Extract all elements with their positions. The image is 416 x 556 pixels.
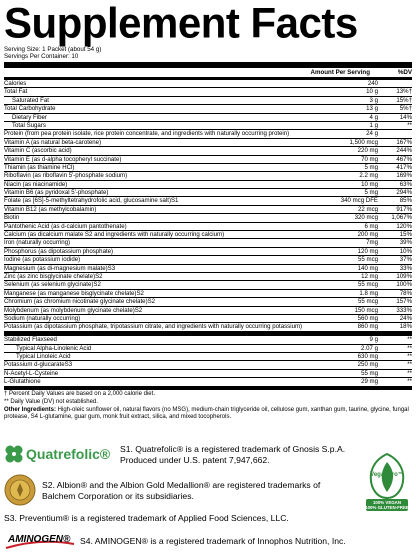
nutrient-dv: 13%†	[396, 88, 412, 96]
trademark-s4: S4. AMINOGEN® is a registered trademark of Innophos Nutrition, Inc.	[80, 536, 346, 546]
nutrient-amount: 6 mg	[364, 222, 378, 230]
nutrient-row	[4, 223, 412, 231]
nutrient-amount: 120 mg	[357, 247, 378, 255]
amount-header: Amount Per Serving	[310, 69, 370, 76]
nutrient-dv: 157%	[396, 298, 412, 306]
nutrient-amount: 7mg	[366, 239, 378, 247]
nutrient-name: Typical Alpha-Linolenic Acid	[16, 344, 92, 352]
nutrient-dv: **	[407, 369, 412, 377]
albion-medallion-logo	[4, 474, 36, 506]
nutrient-dv: 294%	[396, 189, 412, 197]
nutrient-dv: **	[407, 344, 412, 352]
nutrient-name: Typical Linoleic Acid	[16, 352, 71, 360]
nutrient-name: Niacin (as niacinamide)	[4, 180, 68, 188]
nutrient-name: Vitamin C (ascorbic acid)	[4, 147, 72, 155]
nutrient-amount: 1.8 mg	[359, 289, 378, 297]
nutrient-row	[4, 265, 412, 273]
nutrient-row	[4, 147, 412, 155]
nutrient-row	[4, 345, 412, 353]
nutrient-name: Dietary Fiber	[12, 113, 47, 121]
nutrient-dv: 5%†	[399, 105, 412, 113]
nutrient-dv: 15%†	[396, 96, 412, 104]
column-header	[4, 68, 412, 77]
nutrient-dv: 85%	[399, 197, 412, 205]
other-ingredients-label: Other Ingredients:	[4, 406, 57, 413]
nutrient-name: Biotin	[4, 214, 20, 222]
nutrient-name: L-Glutathione	[4, 378, 41, 386]
nutrient-row	[4, 206, 412, 214]
nutrient-name: Zinc (as zinc bisglycinate chelate)S2	[4, 272, 103, 280]
nutrient-dv: **	[407, 121, 412, 129]
nutrient-dv: 39%	[399, 239, 412, 247]
nutrient-row	[4, 361, 412, 369]
nutrient-amount: 55 mcg	[358, 298, 378, 306]
nutrient-row	[4, 197, 412, 205]
footnote-not-established: ** Daily Value (DV) not established.	[4, 398, 98, 405]
nutrient-name: Calcium (as dicalcium malate S2 and ingredients with naturally occurring calcium)	[4, 231, 225, 239]
nutrient-row	[4, 214, 412, 222]
nutrient-amount: 630 mg	[357, 352, 378, 360]
footnote-dv: † Percent Daily Values are based on a 2,000 calorie diet.	[4, 390, 155, 397]
other-ingredients-text: High-oleic sunflower oil, natural flavors (no MSG), medium-chain triglyceride oil, cellulose gum, xanthan gum, taurine, glycine, fungal protease, S4 L-glutamine, guar gum, monk fruit extract, silica, and mixed tocopherols.	[4, 406, 409, 420]
nutrient-dv: 467%	[396, 155, 412, 163]
nutrient-dv: 63%	[399, 180, 412, 188]
nutrient-amount: 29 mg	[361, 378, 378, 386]
nutrient-dv: 37%	[399, 256, 412, 264]
nutrient-name: Molybdenum (as molybdenum glycinate chelate)S2	[4, 306, 143, 314]
nutrient-dv: 78%	[399, 289, 412, 297]
nutrient-name: Vitamin B12 (as methylcobalamin)	[4, 205, 97, 213]
nutrient-name: Protein (from pea protein isolate, rice protein concentrate, and ingredients with naturally occurring protein)	[4, 130, 290, 138]
nutrient-dv: 417%	[396, 163, 412, 171]
footer-divider	[4, 387, 412, 390]
nutrient-row	[4, 378, 412, 386]
nutrient-dv: **	[407, 336, 412, 344]
vegan-title: VeganPro™	[370, 472, 404, 478]
serving-size: Serving Size: 1 Packet (about 54 g)	[4, 46, 102, 53]
nutrient-row	[4, 231, 412, 239]
nutrient-name: Potassium d-glucarateS3	[4, 361, 73, 369]
nutrient-name: Vitamin A (as natural beta-carotene)	[4, 138, 102, 146]
nutrient-row	[4, 323, 412, 331]
nutrient-row	[4, 315, 412, 323]
nutrient-row	[4, 307, 412, 315]
trademark-s3: S3. Preventium® is a registered trademark of Applied Food Sciences, LLC.	[4, 513, 289, 523]
nutrient-dv: **	[407, 361, 412, 369]
nutrient-row	[4, 353, 412, 361]
other-ingredients	[4, 407, 412, 421]
nutrient-row	[4, 105, 412, 113]
nutrient-dv: 18%	[399, 323, 412, 331]
nutrient-name: Saturated Fat	[12, 96, 49, 104]
nutrient-dv: 24%	[399, 314, 412, 322]
nutrient-name: Chromium (as chromium nicotinate glycinate chelate)S2	[4, 298, 156, 306]
supplement-facts-panel	[4, 2, 412, 421]
clover-icon	[4, 444, 24, 464]
nutrient-name: Iodine (as potassium iodide)	[4, 256, 81, 264]
nutrient-row	[4, 189, 412, 197]
nutrient-name: Vitamin E (as d-alpha tocopheryl succinate)	[4, 155, 122, 163]
nutrient-dv: 917%	[396, 205, 412, 213]
nutrient-name: Total Fat	[4, 88, 28, 96]
nutrient-name: Potassium (as dipotassium phosphate, tripotassium citrate, and ingredients with naturally occurring potassium)	[4, 323, 303, 331]
nutrient-name: Selenium (as selenium glycinate)S2	[4, 281, 101, 289]
nutrient-name: Iron (naturally occurring)	[4, 239, 71, 247]
other-rows	[4, 336, 412, 386]
trademark-s1: S1. Quatrefolic® is a registered trademark of Gnosis S.p.A. Produced under U.S. patent 7,947,662.	[120, 444, 346, 465]
nutrient-dv: 169%	[396, 172, 412, 180]
nutrient-row	[4, 281, 412, 289]
nutrient-name: Sodium (naturally occurring)	[4, 314, 81, 322]
nutrient-row	[4, 248, 412, 256]
nutrient-row	[4, 370, 412, 378]
nutrient-name: Folate (as [6S]-5-methyltetrahydrofolic acid, glucosamine salt)S1	[4, 197, 179, 205]
nutrient-amount: 10 mg	[361, 180, 378, 188]
nutrient-amount: 2.2 mg	[359, 172, 378, 180]
quatrefolic-wordmark: Quatrefolic®	[26, 446, 111, 462]
dv-header: %DV	[397, 69, 412, 76]
nutrient-row	[4, 164, 412, 172]
nutrient-name: N-Acetyl-L-Cysteine	[4, 369, 59, 377]
nutrient-dv: 120%	[396, 222, 412, 230]
vegan-badge-line1: 100% VEGAN	[372, 500, 402, 505]
nutrient-dv: 15%	[399, 231, 412, 239]
nutrient-amount: 320 mcg	[354, 214, 378, 222]
nutrient-row	[4, 114, 412, 122]
nutrient-amount: 240	[367, 79, 378, 87]
nutrient-amount: 4 g	[369, 113, 378, 121]
nutrient-name: Stabilized Flaxseed	[4, 336, 57, 344]
aminogen-wordmark: AMINOGEN®	[8, 534, 71, 545]
nutrient-amount: 250 mg	[357, 361, 378, 369]
quatrefolic-logo	[4, 444, 111, 464]
nutrient-dv: 14%	[399, 113, 412, 121]
nutrient-dv: 33%	[399, 264, 412, 272]
nutrient-amount: 200 mg	[357, 231, 378, 239]
nutrient-row	[4, 290, 412, 298]
nutrient-row	[4, 80, 412, 88]
nutrient-name: Thiamin (as thiamine HCl)	[4, 163, 75, 171]
nutrient-dv: **	[407, 352, 412, 360]
nutrient-amount: 1,500 mcg	[349, 138, 378, 146]
nutrient-amount: 140 mg	[357, 264, 378, 272]
vegan-badge-line2: 100% GLUTEN-FREE	[365, 505, 409, 510]
nutrient-amount: 55 mcg	[358, 281, 378, 289]
nutrient-row	[4, 298, 412, 306]
nutrient-amount: 5 mg	[364, 163, 378, 171]
nutrient-dv: 244%	[396, 147, 412, 155]
nutrient-amount: 220 mg	[357, 147, 378, 155]
nutrient-amount: 12 mg	[361, 272, 378, 280]
nutrient-row	[4, 122, 412, 130]
panel-title: Supplement Facts	[4, 0, 358, 47]
nutrient-name: Pantothenic Acid (as d-calcium pantothenate)	[4, 222, 127, 230]
nutrient-row	[4, 130, 412, 138]
nutrient-row	[4, 239, 412, 247]
nutrient-amount: 1 g	[369, 121, 378, 129]
nutrient-amount: 860 mg	[357, 323, 378, 331]
nutrient-amount: 13 g	[366, 105, 378, 113]
nutrient-row	[4, 172, 412, 180]
nutrient-row	[4, 88, 412, 96]
nutrient-amount: 55 mg	[361, 369, 378, 377]
nutrient-name: Magnesium (as di-magnesium malate)S3	[4, 264, 116, 272]
nutrient-row	[4, 139, 412, 147]
nutrient-dv: **	[407, 378, 412, 386]
nutrient-name: Total Sugars	[12, 121, 46, 129]
trademark-s2: S2. Albion® and the Albion Gold Medallion® are registered trademarks of Balchem Corporation or its subsidiaries.	[42, 480, 321, 501]
nutrient-row	[4, 336, 412, 344]
nutrient-row	[4, 273, 412, 281]
nutrient-name: Riboflavin (as riboflavin 5'-phosphate sodium)	[4, 172, 128, 180]
nutrient-name: Manganese (as manganese bisglycinate chelate)S2	[4, 289, 144, 297]
nutrient-name: Vitamin B6 (as pyridoxal 5'-phosphate)	[4, 189, 109, 197]
veganpro-logo	[364, 452, 410, 512]
nutrient-row	[4, 256, 412, 264]
nutrient-name: Total Carbohydrate	[4, 105, 56, 113]
nutrient-dv: 333%	[396, 306, 412, 314]
nutrient-amount: 3 g	[369, 96, 378, 104]
nutrient-name: Calories	[4, 79, 27, 87]
medallion-icon	[4, 474, 36, 506]
nutrient-amount: 70 mg	[361, 155, 378, 163]
servings-per-container: Servings Per Container: 10	[4, 53, 79, 60]
nutrient-dv: 109%	[396, 272, 412, 280]
nutrient-amount: 340 mcg DFE	[340, 197, 378, 205]
nutrient-amount: 5 mg	[364, 189, 378, 197]
nutrient-amount: 9 g	[369, 336, 378, 344]
nutrient-row	[4, 181, 412, 189]
nutrient-amount: 24 g	[366, 130, 378, 138]
nutrient-amount: 150 mcg	[354, 306, 378, 314]
aminogen-logo	[4, 534, 76, 550]
nutrient-amount: 22 mcg	[358, 205, 378, 213]
nutrient-dv: 100%	[396, 281, 412, 289]
nutrient-dv: 167%	[396, 138, 412, 146]
nutrient-amount: 560 mg	[357, 314, 378, 322]
nutrient-dv: 10%	[399, 247, 412, 255]
nutrient-name: Phosphorus (as dipotassium phosphate)	[4, 247, 114, 255]
nutrient-amount: 2.07 g	[361, 344, 378, 352]
nutrient-amount: 55 mcg	[358, 256, 378, 264]
nutrient-dv: 1,067%	[391, 214, 412, 222]
nutrient-amount: 10 g	[366, 88, 378, 96]
nutrient-row	[4, 156, 412, 164]
nutrient-row	[4, 97, 412, 105]
nutrient-rows	[4, 80, 412, 332]
